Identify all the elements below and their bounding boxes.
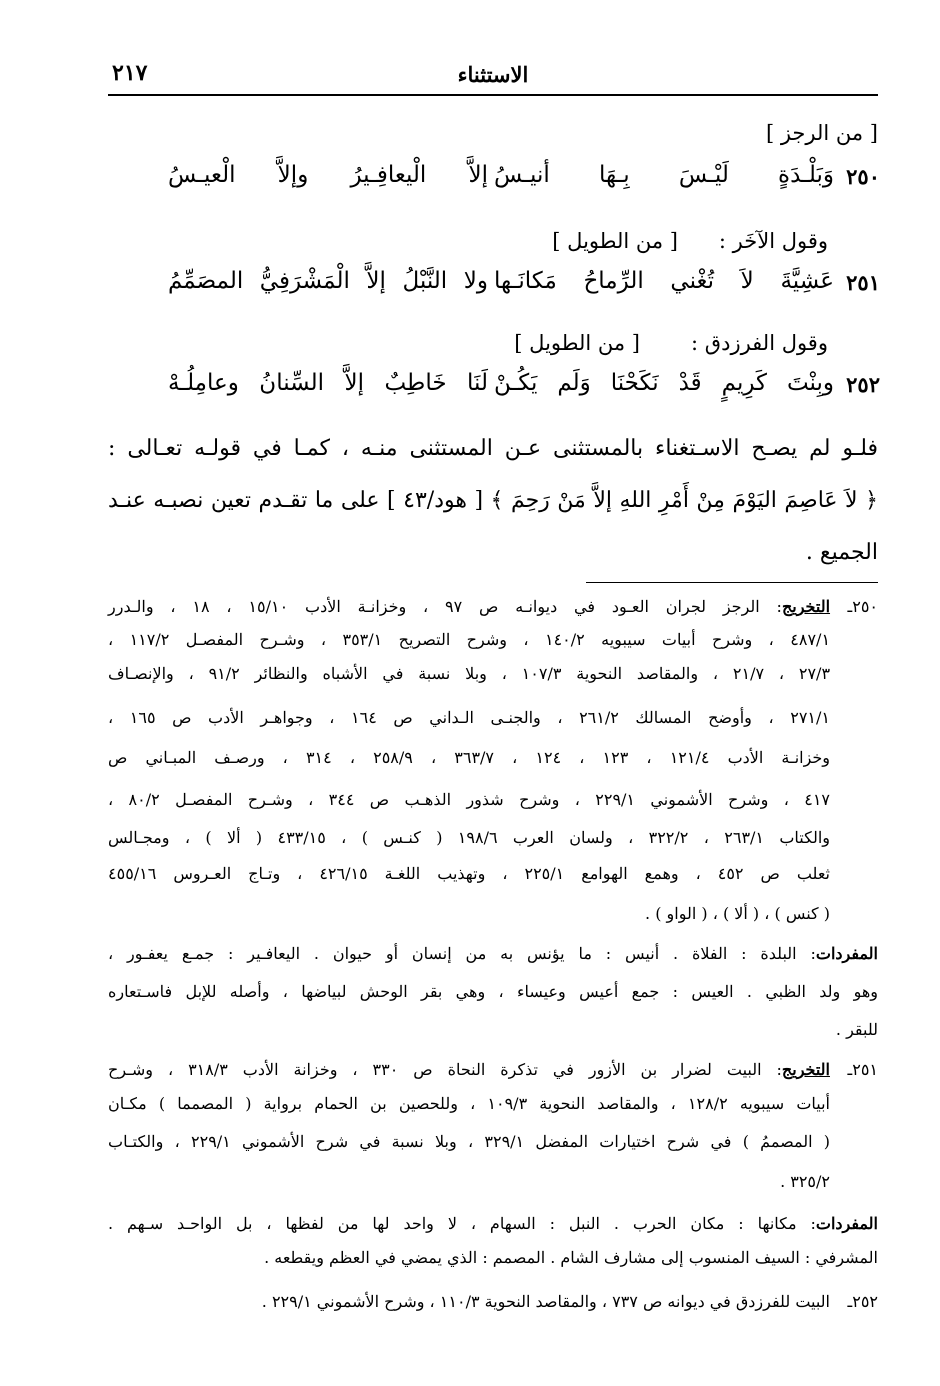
vocab-line: وهو ولد الظبي . العيس : جمع أعيس وعيساء ، وهي بقر الوحش لبياضها ، وأصله للإبل فاسـتعاره xyxy=(108,982,878,1001)
footnote-251-line xyxy=(108,1172,878,1196)
body-line: الجميع . xyxy=(805,540,878,565)
verse-intro-252: وقول الفرزدق : xyxy=(691,331,828,355)
verse-hemistich-first: وَبَلْـدَةٍ لَيْـسَ بِـهَا أنيـسُ xyxy=(494,162,834,188)
footnote-250-line xyxy=(108,790,878,814)
footnote-252-line xyxy=(108,1292,878,1316)
footnote-line: البيت للفرزدق في ديوانه ص ٧٣٧ ، والمقاصد النحوية ١١٠/٣ ، وشرح الأشموني ٢٢٩/١ . xyxy=(261,1292,830,1311)
verse-252 xyxy=(108,368,880,408)
verse-number: ٢٥١ xyxy=(846,270,880,295)
footnote-label: التخريج xyxy=(781,1060,830,1079)
vocab-250-line xyxy=(108,944,878,968)
footnote-line: ٢٧/٣ ، ٢١/٧ ، والمقاصد النحوية ١٠٧/٣ ، وبلا نسبة في الأشباه والنظائر ٩١/٢ ، والإنصـاف xyxy=(108,664,831,683)
vocab-text xyxy=(108,944,878,963)
vocab-label: المفردات xyxy=(815,1214,878,1233)
footnote-line: ٤٨٧/١ ، وشرح أبيات سيبويه ١٤٠/٢ ، وشرح التصريح ٣٥٣/١ ، وشـرح المفصـل ١١٧/٢ ، xyxy=(108,630,831,649)
verse-number: ٢٥٢ xyxy=(846,372,880,397)
footnote-250-line xyxy=(108,708,878,732)
footnote-text xyxy=(108,1060,830,1079)
footnote-line: : الرجز لجران العـود في ديوانـه ص ٩٧ ، وخزانـة الأدب ١٥/١٠ ، ١٨ ، والـدرر xyxy=(108,597,782,616)
footnote-line: ٤١٧ ، وشرح الأشموني ٢٢٩/١ ، وشرح شذور الذهـب ص ٣٤٤ ، وشـرح المفصـل ٨٠/٢ ، xyxy=(108,790,830,809)
vocab-line: : البلدة : الفلاة . أنيس : ما يؤنس به من إنسان أو حيوان . اليعافـير : جمـع يعفـور ، xyxy=(108,944,816,963)
footnote-line: ( كنس ) ، ( ألا ) ، ( الواو ) . xyxy=(645,904,830,923)
footnote-number: ٢٥٠ـ xyxy=(847,597,878,616)
verse-251 xyxy=(108,266,880,306)
footnote-250-line xyxy=(108,597,878,621)
vocab-line: : مكانها : مكان الحرب . النبل : السهام ، لا واحد لها من لفظها ، بل الواحـد سـهم . xyxy=(108,1214,816,1233)
footnote-line: والكتاب ٢٦٣/١ ، ٣٢٢/٢ ، ولسان العرب ١٩٨/٦ ( كنـس ) ، ٤٣٣/١٥ ( ألا ) ، ومجـالس xyxy=(108,828,831,847)
verse-hemistich-second: إلاَّ الْيعافِـيرُ وإلاَّ الْعيـسُ xyxy=(168,162,488,188)
footnote-line: ثعلب ص ٤٥٢ ، وهمع الهوامع ٢٢٥/١ ، وتهذيب اللغـة ٤٢٦/١٥ ، وتـاج العـروس ٤٥٥/١٦ xyxy=(108,864,830,883)
verse-hemistich-first: وبِنْتَ كَرِيمٍ قَدْ نَكَحْنَا وَلَم يَكُـنْ xyxy=(494,370,834,396)
footnote-number: ٢٥٢ـ xyxy=(847,1292,878,1311)
footnote-line: أبيات سيبويه ١٢٨/٢ ، والمقاصد النحوية ١٠٩/٣ ، وللحصين بن الحمام برواية ( المصمما ) مكـان xyxy=(108,1094,830,1113)
footnote-250-line xyxy=(108,664,878,688)
vocab-label: المفردات xyxy=(815,944,878,963)
page-number: ٢١٧ xyxy=(112,60,148,86)
footnote-line: وخزانـة الأدب ١٢١/٤ ، ١٢٣ ، ١٢٤ ، ٣٦٣/٧ ، ٢٥٨/٩ ، ٣١٤ ، ورصـف المبـاني ص xyxy=(108,748,831,767)
footnote-250-line xyxy=(108,748,878,772)
header-rule xyxy=(108,94,878,96)
footnote-250-line xyxy=(108,904,878,928)
running-header xyxy=(108,58,878,94)
verse-hemistich-second: لَنَا خَاطِبٌ إلاَّ السِّنانُ وعامِلُـهْ xyxy=(168,370,488,396)
footnote-text xyxy=(108,597,830,616)
vocab-251-line xyxy=(108,1248,878,1272)
verse-250 xyxy=(108,160,880,200)
body-line: ﴿ لاَ عَاصِمَ اليَوْمَ مِنْ أَمْرِ اللهِ إلاَّ مَنْ رَحِمَ ﴾ [ هود/٤٣ ] على ما تقـدم تعين نصبـه عنـد xyxy=(108,488,878,513)
body-line: فلـو لم يصـح الاسـتغناء بالمستثنى عـن المستثنى منـه ، كمـا في قولـه تعـالى : xyxy=(108,436,878,461)
chapter-title: الاستثناء xyxy=(457,62,529,87)
vocab-text xyxy=(108,1214,878,1233)
footnote-251-line xyxy=(108,1060,878,1084)
vocab-line: المشرفي : السيف المنسوب إلى مشارف الشام . المصمم : الذي يمضي في العظم ويقطعه . xyxy=(264,1248,878,1267)
meter-label-251: [ من الطويل ] xyxy=(552,229,678,253)
vocab-250-line xyxy=(108,1020,878,1044)
meter-label-250: [ من الرجز ] xyxy=(765,121,878,145)
footnote-250-line xyxy=(108,630,878,654)
footnote-line: ٣٢٥/٢ . xyxy=(780,1172,830,1191)
vocab-251-line xyxy=(108,1214,878,1238)
footnote-separator xyxy=(586,582,878,583)
footnote-250-line xyxy=(108,828,878,852)
verse-intro-251: وقول الآخَر : xyxy=(718,229,828,253)
footnote-251-line xyxy=(108,1132,878,1156)
verse-number: ٢٥٠ xyxy=(846,164,880,189)
meter-label-252: [ من الطويل ] xyxy=(514,331,640,355)
footnote-line: ( المصممُ ) في شرح اختيارات المفضل ٣٢٩/١ ، وبلا نسبة في شرح الأشموني ٢٢٩/١ ، والكتـاب xyxy=(108,1132,831,1151)
footnote-250-line xyxy=(108,864,878,888)
footnote-line: ٢٧١/١ ، وأوضح المسالك ٢٦١/٢ ، والجنـى الـداني ص ١٦٤ ، وجواهـر الأدب ص ١٦٥ ، xyxy=(108,708,830,727)
footnote-label: التخريج xyxy=(781,597,831,616)
verse-hemistich-second: ولا النَّبْلُ إلاَّ الْمَشْرَفِيُّ المصَمِّمُ xyxy=(168,268,488,294)
footnote-number: ٢٥١ـ xyxy=(847,1060,878,1079)
vocab-250-line xyxy=(108,982,878,1006)
vocab-line: للبقر . xyxy=(835,1020,878,1039)
verse-hemistich-first: عَشِيَّةَ لاَ تُغْني الرِّماحُ مَكانَـها xyxy=(494,268,834,294)
footnote-251-line xyxy=(108,1094,878,1118)
footnote-line: : البيت لضرار بن الأزور في تذكرة النحاة ص ٣٣٠ ، وخزانة الأدب ٣١٨/٣ ، وشـرح xyxy=(108,1060,782,1079)
